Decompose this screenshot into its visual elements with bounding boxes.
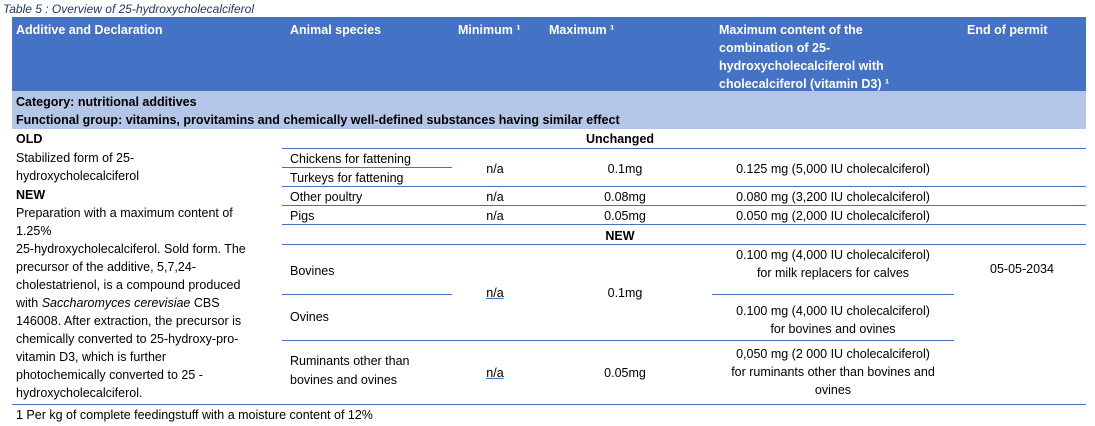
new-section-label: NEW: [605, 229, 635, 243]
row-divider: [282, 148, 1086, 149]
new-description-line: 1.25%: [16, 224, 52, 238]
combination-cell: for bovines and ovines: [770, 322, 896, 336]
text-fragment: CBS: [190, 296, 220, 310]
combination-cell: ovines: [814, 383, 852, 397]
header-maximum: Maximum ¹: [549, 23, 615, 37]
new-description-line: precursor of the additive, 5,7,24-: [16, 260, 196, 274]
species-cell: Pigs: [290, 209, 315, 223]
species-cell: Chickens for fattening: [290, 152, 411, 166]
new-description-line: Preparation with a maximum content of: [16, 206, 233, 220]
minimum-cell: n/a: [486, 162, 504, 176]
category-label: Category: nutritional additives: [16, 95, 197, 109]
species-cell: Ovines: [290, 310, 329, 324]
minimum-cell: n/a: [486, 286, 504, 300]
old-description-line: hydroxycholecalciferol: [16, 169, 139, 183]
new-description-line: chemically converted to 25-hydroxy-pro-: [16, 332, 239, 346]
new-description-line: photochemically converted to 25 -: [16, 368, 203, 382]
species-cell: Bovines: [290, 264, 335, 278]
unchanged-section-label: Unchanged: [585, 132, 655, 146]
new-description-line: vitamin D3, which is further: [16, 350, 167, 364]
row-divider: [282, 340, 954, 341]
species-cell: Other poultry: [290, 190, 363, 204]
functional-group-label: Functional group: vitamins, provitamins and chemically well-defined substances having similar effect: [16, 113, 620, 127]
header-additive: Additive and Declaration: [16, 23, 163, 37]
header-species: Animal species: [290, 23, 382, 37]
combination-cell: 0,050 mg (2 000 IU cholecalciferol): [736, 347, 930, 361]
minimum-cell: n/a: [486, 209, 504, 223]
species-cell: bovines and ovines: [290, 373, 398, 387]
new-description-line: hydroxycholecalciferol.: [16, 386, 143, 400]
combination-cell: 0.100 mg (4,000 IU cholecalciferol): [736, 248, 930, 262]
footnote: 1 Per kg of complete feedingstuff with a moisture content of 12%: [16, 408, 373, 422]
old-label: OLD: [16, 132, 43, 146]
combination-cell: 0.080 mg (3,200 IU cholecalciferol): [736, 190, 930, 204]
minimum-cell: n/a: [486, 366, 504, 380]
combination-cell: for ruminants other than bovines and: [731, 365, 935, 379]
new-description-line: 146008. After extraction, the precursor is: [16, 314, 242, 328]
row-divider: [282, 244, 1086, 245]
combination-cell: for milk replacers for calves: [756, 266, 910, 280]
row-divider: [282, 294, 452, 295]
header-combination-line: Maximum content of the: [719, 23, 863, 37]
maximum-cell: 0.08mg: [604, 190, 646, 204]
old-description-line: Stabilized form of 25-: [16, 151, 135, 165]
header-combination-line: cholecalciferol (vitamin D3) ¹: [719, 77, 890, 91]
new-description-line: [16, 294, 220, 312]
header-end-of-permit: End of permit: [967, 23, 1048, 37]
combination-cell: 0.100 mg (4,000 IU cholecalciferol): [736, 304, 930, 318]
maximum-cell: 0.05mg: [604, 366, 646, 380]
header-combination-line: combination of 25-: [719, 41, 831, 55]
maximum-cell: 0.05mg: [604, 209, 646, 223]
header-minimum: Minimum ¹: [458, 23, 521, 37]
table-caption: Table 5 : Overview of 25-hydroxycholecalciferol: [3, 2, 255, 16]
combination-cell: 0.050 mg (2,000 IU cholecalciferol): [736, 209, 930, 223]
text-fragment: with: [16, 296, 42, 310]
organism-name: Saccharomyces cerevisiae: [41, 296, 191, 310]
new-description-line: 25-hydroxycholecalciferol. Sold form. The: [16, 242, 246, 256]
maximum-cell: 0.1mg: [607, 286, 643, 300]
new-label: NEW: [16, 188, 46, 202]
new-description-line: cholestatrienol, is a compound produced: [16, 278, 241, 292]
row-divider: [712, 294, 954, 295]
header-combination-line: hydroxycholecalciferol with: [719, 59, 884, 73]
maximum-cell: 0.1mg: [607, 162, 643, 176]
end-of-permit-cell: 05-05-2034: [990, 262, 1054, 276]
combination-cell: 0.125 mg (5,000 IU cholecalciferol): [736, 162, 930, 176]
header-combination: [719, 21, 889, 93]
species-cell: Ruminants other than: [290, 354, 410, 368]
species-cell: Turkeys for fattening: [290, 171, 404, 185]
minimum-cell: n/a: [486, 190, 504, 204]
table-bottom-rule: [12, 404, 1086, 405]
